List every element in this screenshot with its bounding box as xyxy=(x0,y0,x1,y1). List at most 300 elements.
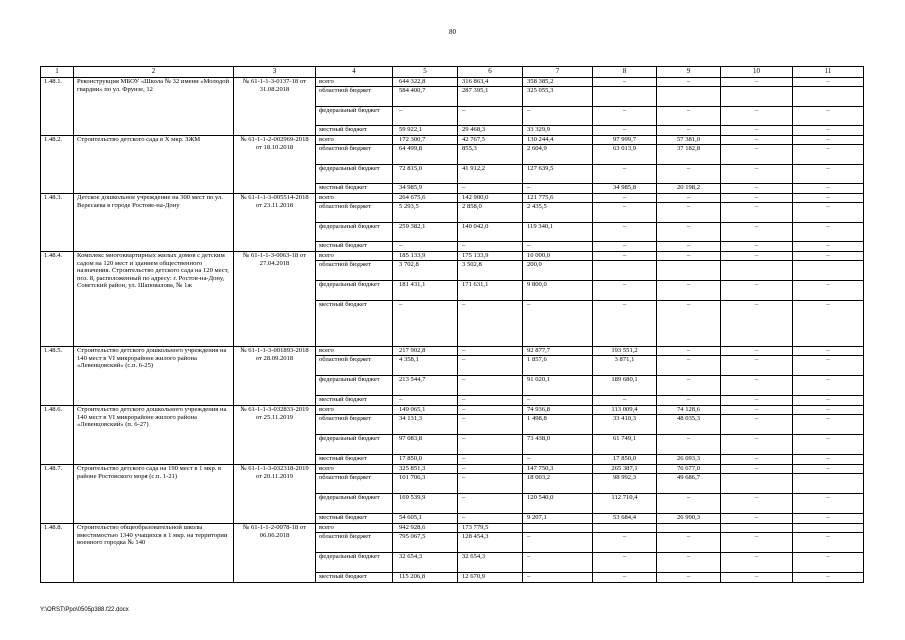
amount-cell: 64 499,8 xyxy=(393,145,458,165)
funding-source: всего xyxy=(316,136,393,145)
column-header: 6 xyxy=(458,67,523,78)
item-name: Строительство детского сада в X мкр. ЗЖМ xyxy=(74,136,234,194)
amount-cell: – xyxy=(523,455,593,465)
amount-cell: – xyxy=(721,533,793,553)
amount-cell: – xyxy=(721,78,793,87)
amount-cell: 181 431,1 xyxy=(393,281,458,301)
funding-source: областной бюджет xyxy=(316,415,393,435)
amount-cell: 34 131,3 xyxy=(393,415,458,435)
amount-cell xyxy=(793,474,864,494)
expertise-reference: № 61-1-1-2-002969-2018 от 18.10.2018 xyxy=(234,136,316,194)
amount-cell: – xyxy=(657,252,721,261)
amount-cell: 264 675,6 xyxy=(393,194,458,203)
amount-cell: 54 605,1 xyxy=(393,514,458,524)
amount-cell: 121 775,6 xyxy=(523,194,593,203)
amount-cell: 18 003,2 xyxy=(523,474,593,494)
amount-cell: 185 133,9 xyxy=(393,252,458,261)
amount-cell: 10 000,0 xyxy=(523,252,593,261)
amount-cell xyxy=(593,261,657,281)
amount-cell: – xyxy=(793,455,864,465)
amount-cell: – xyxy=(523,573,593,583)
table-row xyxy=(41,78,864,87)
amount-cell: – xyxy=(721,252,793,261)
column-header: 1 xyxy=(41,67,74,78)
amount-cell: – xyxy=(458,184,523,194)
amount-cell: – xyxy=(458,396,523,406)
amount-cell: – xyxy=(721,573,793,583)
amount-cell: – xyxy=(721,406,793,415)
item-name: Строительство общеобразовательной школы вместимостью 1340 учащихся в 1 мкр. на территории военного городка № 140 xyxy=(74,524,234,583)
amount-cell: – xyxy=(458,242,523,252)
amount-cell: 325 851,3 xyxy=(393,465,458,474)
amount-cell: – xyxy=(657,435,721,455)
amount-cell: 20 198,2 xyxy=(657,184,721,194)
amount-cell: – xyxy=(458,455,523,465)
amount-cell: – xyxy=(793,223,864,242)
amount-cell xyxy=(793,261,864,281)
amount-cell: 172 300,7 xyxy=(393,136,458,145)
amount-cell: 127 639,5 xyxy=(523,165,593,184)
amount-cell: – xyxy=(657,533,721,553)
item-code: 1.48.4. xyxy=(41,252,74,347)
item-name: Детское дошкольное учреждение на 300 мест по ул. Вересаева в городе Ростове-на-Дону xyxy=(74,194,234,252)
amount-cell: 73 438,0 xyxy=(523,435,593,455)
amount-cell: 169 539,9 xyxy=(393,494,458,514)
amount-cell: 1 498,8 xyxy=(523,415,593,435)
amount-cell xyxy=(793,524,864,533)
amount-cell: 795 067,5 xyxy=(393,533,458,553)
amount-cell: 101 706,3 xyxy=(393,474,458,494)
amount-cell: 175 133,9 xyxy=(458,252,523,261)
column-header: 9 xyxy=(657,67,721,78)
amount-cell: – xyxy=(458,376,523,396)
amount-cell: 42 767,5 xyxy=(458,136,523,145)
expertise-reference: № 61-1-1-3-0063-18 от 27.04.2018 xyxy=(234,252,316,347)
amount-cell: 584 400,7 xyxy=(393,87,458,107)
amount-cell: – xyxy=(793,145,864,165)
amount-cell: 63 013,9 xyxy=(593,145,657,165)
amount-cell: 76 677,0 xyxy=(657,465,721,474)
funding-source: областной бюджет xyxy=(316,145,393,165)
column-header: 2 xyxy=(74,67,234,78)
amount-cell: – xyxy=(721,301,793,347)
item-name: Строительство детского дошкольного учреждения на 140 мест в VI микрорайоне жилого района «Левенцовский» (с.п. 6-25) xyxy=(74,347,234,406)
amount-cell: – xyxy=(721,223,793,242)
item-code: 1.48.1. xyxy=(41,78,74,136)
amount-cell: – xyxy=(458,494,523,514)
amount-cell: – xyxy=(523,184,593,194)
amount-cell: – xyxy=(593,194,657,203)
amount-cell: 33 410,3 xyxy=(593,415,657,435)
amount-cell: – xyxy=(593,203,657,223)
amount-cell: – xyxy=(721,126,793,136)
amount-cell: – xyxy=(523,107,593,126)
funding-source: федеральный бюджет xyxy=(316,553,393,573)
item-code: 1.48.7. xyxy=(41,465,74,524)
amount-cell: 217 902,8 xyxy=(393,347,458,356)
funding-source: местный бюджет xyxy=(316,455,393,465)
amount-cell: – xyxy=(721,396,793,406)
amount-cell: 59 922,1 xyxy=(393,126,458,136)
amount-cell xyxy=(657,87,721,107)
amount-cell: 97 999,7 xyxy=(593,136,657,145)
table-row xyxy=(41,347,864,356)
amount-cell: 26 093,3 xyxy=(657,455,721,465)
column-header: 7 xyxy=(523,67,593,78)
funding-source: федеральный бюджет xyxy=(316,223,393,242)
amount-cell: 26 990,3 xyxy=(657,514,721,524)
amount-cell: – xyxy=(523,301,593,347)
amount-cell: 37 182,8 xyxy=(657,145,721,165)
amount-cell: – xyxy=(593,252,657,261)
amount-cell: 113 009,4 xyxy=(593,406,657,415)
item-code: 1.48.3. xyxy=(41,194,74,252)
document-path: Y:\ORST\Ppo\0505p388.f22.docx xyxy=(40,607,129,613)
amount-cell: – xyxy=(793,465,864,474)
amount-cell: – xyxy=(721,281,793,301)
amount-cell: – xyxy=(393,301,458,347)
amount-cell: 213 544,7 xyxy=(393,376,458,396)
column-header: 5 xyxy=(393,67,458,78)
amount-cell: – xyxy=(657,194,721,203)
funding-source: местный бюджет xyxy=(316,242,393,252)
amount-cell: 193 551,2 xyxy=(593,347,657,356)
amount-cell: – xyxy=(793,396,864,406)
amount-cell: – xyxy=(458,435,523,455)
amount-cell: 130 244,4 xyxy=(523,136,593,145)
table-row xyxy=(41,524,864,533)
amount-cell: 33 329,9 xyxy=(523,126,593,136)
amount-cell: 644 322,8 xyxy=(393,78,458,87)
amount-cell: 4 358,1 xyxy=(393,356,458,376)
amount-cell: – xyxy=(657,347,721,356)
amount-cell: 316 863,4 xyxy=(458,78,523,87)
amount-cell: 259 382,1 xyxy=(393,223,458,242)
amount-cell: – xyxy=(793,514,864,524)
column-header: 3 xyxy=(234,67,316,78)
amount-cell: – xyxy=(721,553,793,573)
amount-cell: – xyxy=(458,356,523,376)
amount-cell: 98 992,3 xyxy=(593,474,657,494)
column-header: 8 xyxy=(593,67,657,78)
amount-cell: – xyxy=(793,533,864,553)
amount-cell: – xyxy=(793,242,864,252)
amount-cell xyxy=(721,87,793,107)
amount-cell: – xyxy=(721,194,793,203)
amount-cell: 53 684,4 xyxy=(593,514,657,524)
amount-cell: – xyxy=(593,553,657,573)
funding-source: всего xyxy=(316,78,393,87)
amount-cell: – xyxy=(657,553,721,573)
amount-cell: – xyxy=(657,573,721,583)
expertise-reference: № 61-1-1-3-032833-2019 от 25.11.2019 xyxy=(234,406,316,465)
amount-cell: – xyxy=(593,533,657,553)
item-code: 1.48.6. xyxy=(41,406,74,465)
amount-cell: 149 065,1 xyxy=(393,406,458,415)
amount-cell: 128 454,3 xyxy=(458,533,523,553)
item-name: Комплекс многоквартирных жилых домов с детским садом на 120 мест и зданием общественного назначения. Строительство детского сада на 120 мест, поз. 8, расположенный по адресу: г. Ростов-на-Дону, Советский район, ул. Шаповалова, № 1ж xyxy=(74,252,234,347)
funding-source: местный бюджет xyxy=(316,126,393,136)
amount-cell: 140 042,0 xyxy=(458,223,523,242)
amount-cell: – xyxy=(657,281,721,301)
amount-cell: 171 631,1 xyxy=(458,281,523,301)
amount-cell: – xyxy=(721,145,793,165)
amount-cell: 119 340,1 xyxy=(523,223,593,242)
amount-cell: – xyxy=(523,533,593,553)
amount-cell: 265 387,1 xyxy=(593,465,657,474)
amount-cell: 287 395,1 xyxy=(458,87,523,107)
funding-source: федеральный бюджет xyxy=(316,165,393,184)
amount-cell: – xyxy=(793,435,864,455)
amount-cell: 74 936,8 xyxy=(523,406,593,415)
amount-cell: – xyxy=(593,281,657,301)
amount-cell: 29 468,3 xyxy=(458,126,523,136)
funding-source: федеральный бюджет xyxy=(316,435,393,455)
amount-cell: – xyxy=(793,406,864,415)
item-name: Строительство детского дошкольного учреждения на 140 мест в VI микрорайоне жилого района «Левенцовский» (п. 6-27) xyxy=(74,406,234,465)
amount-cell xyxy=(721,524,793,533)
amount-cell: 12 670,9 xyxy=(458,573,523,583)
amount-cell: – xyxy=(793,356,864,376)
amount-cell: – xyxy=(793,553,864,573)
amount-cell: – xyxy=(458,514,523,524)
amount-cell: 48 035,3 xyxy=(657,415,721,435)
funding-source: местный бюджет xyxy=(316,301,393,347)
column-header: 4 xyxy=(316,67,393,78)
amount-cell: 173 779,5 xyxy=(458,524,523,533)
amount-cell: 142 900,0 xyxy=(458,194,523,203)
expertise-reference: № 61-1-1-3-001893-2018 от 28.09.2018 xyxy=(234,347,316,406)
amount-cell: – xyxy=(793,252,864,261)
amount-cell: 5 293,5 xyxy=(393,203,458,223)
amount-cell: – xyxy=(523,396,593,406)
funding-source: федеральный бюджет xyxy=(316,376,393,396)
amount-cell: – xyxy=(657,494,721,514)
amount-cell xyxy=(721,474,793,494)
amount-cell: – xyxy=(593,107,657,126)
amount-cell: – xyxy=(657,356,721,376)
item-code: 1.48.2. xyxy=(41,136,74,194)
amount-cell: 34 985,8 xyxy=(593,184,657,194)
amount-cell: – xyxy=(393,396,458,406)
amount-cell: – xyxy=(593,242,657,252)
amount-cell: – xyxy=(593,78,657,87)
amount-cell: 855,3 xyxy=(458,145,523,165)
funding-source: федеральный бюджет xyxy=(316,281,393,301)
amount-cell: 61 749,1 xyxy=(593,435,657,455)
amount-cell: 942 928,6 xyxy=(393,524,458,533)
amount-cell: 2 604,9 xyxy=(523,145,593,165)
table-row xyxy=(41,252,864,261)
amount-cell: – xyxy=(458,301,523,347)
funding-source: местный бюджет xyxy=(316,396,393,406)
amount-cell: – xyxy=(657,107,721,126)
amount-cell: – xyxy=(721,347,793,356)
amount-cell: – xyxy=(721,465,793,474)
page-number: 80 xyxy=(449,28,456,36)
amount-cell: 115 206,8 xyxy=(393,573,458,583)
amount-cell xyxy=(793,87,864,107)
amount-cell: – xyxy=(793,301,864,347)
amount-cell xyxy=(593,87,657,107)
amount-cell: 325 055,3 xyxy=(523,87,593,107)
amount-cell: – xyxy=(523,242,593,252)
amount-cell: 34 985,9 xyxy=(393,184,458,194)
item-name: Реконструкция МБОУ «Школа № 32 имени «Молодой гвардии» по ул. Фрунзе, 12 xyxy=(74,78,234,136)
amount-cell: 358 385,2 xyxy=(523,78,593,87)
amount-cell: 9 800,0 xyxy=(523,281,593,301)
amount-cell: – xyxy=(458,465,523,474)
amount-cell: – xyxy=(523,553,593,573)
expertise-reference: № 61-1-1-3-0137-18 от 31.08.2018 xyxy=(234,78,316,136)
amount-cell: – xyxy=(458,415,523,435)
item-code: 1.48.8. xyxy=(41,524,74,583)
amount-cell: – xyxy=(458,107,523,126)
amount-cell: 57 381,0 xyxy=(657,136,721,145)
amount-cell: – xyxy=(721,514,793,524)
amount-cell: 74 128,6 xyxy=(657,406,721,415)
amount-cell: – xyxy=(793,126,864,136)
amount-cell: – xyxy=(593,396,657,406)
amount-cell: – xyxy=(657,78,721,87)
amount-cell xyxy=(593,524,657,533)
header-row xyxy=(41,67,864,78)
amount-cell: 17 850,0 xyxy=(393,455,458,465)
funding-source: всего xyxy=(316,524,393,533)
funding-source: местный бюджет xyxy=(316,184,393,194)
amount-cell: – xyxy=(657,223,721,242)
amount-cell: – xyxy=(593,301,657,347)
item-code: 1.48.5. xyxy=(41,347,74,406)
amount-cell: – xyxy=(657,396,721,406)
amount-cell: – xyxy=(393,107,458,126)
amount-cell: 3 502,8 xyxy=(458,261,523,281)
column-header: 11 xyxy=(793,67,864,78)
amount-cell: – xyxy=(657,203,721,223)
funding-source: областной бюджет xyxy=(316,533,393,553)
amount-cell xyxy=(657,261,721,281)
table-row xyxy=(41,136,864,145)
funding-source: всего xyxy=(316,252,393,261)
amount-cell: 1 857,6 xyxy=(523,356,593,376)
amount-cell: – xyxy=(458,474,523,494)
amount-cell: – xyxy=(721,165,793,184)
column-header: 10 xyxy=(721,67,793,78)
funding-source: областной бюджет xyxy=(316,474,393,494)
amount-cell: – xyxy=(721,136,793,145)
expertise-reference: № 61-1-1-3-005514-2018 от 23.11.2018 xyxy=(234,194,316,252)
amount-cell: 72 815,0 xyxy=(393,165,458,184)
amount-cell: – xyxy=(593,126,657,136)
amount-cell: – xyxy=(393,242,458,252)
amount-cell xyxy=(721,261,793,281)
amount-cell: – xyxy=(793,281,864,301)
amount-cell: – xyxy=(793,415,864,435)
amount-cell: 91 020,1 xyxy=(523,376,593,396)
amount-cell: – xyxy=(458,406,523,415)
amount-cell: – xyxy=(721,107,793,126)
amount-cell: – xyxy=(593,223,657,242)
amount-cell: – xyxy=(593,573,657,583)
amount-cell: – xyxy=(793,573,864,583)
amount-cell: 112 710,4 xyxy=(593,494,657,514)
amount-cell xyxy=(657,524,721,533)
funding-source: всего xyxy=(316,465,393,474)
budget-table xyxy=(40,66,864,583)
funding-source: всего xyxy=(316,406,393,415)
amount-cell: 200,0 xyxy=(523,261,593,281)
amount-cell: 92 877,7 xyxy=(523,347,593,356)
amount-cell: – xyxy=(721,494,793,514)
amount-cell: 17 850,0 xyxy=(593,455,657,465)
funding-source: федеральный бюджет xyxy=(316,494,393,514)
amount-cell: – xyxy=(793,78,864,87)
funding-source: федеральный бюджет xyxy=(316,107,393,126)
amount-cell: – xyxy=(793,347,864,356)
table-row xyxy=(41,406,864,415)
amount-cell: – xyxy=(593,165,657,184)
amount-cell: 32 654,3 xyxy=(393,553,458,573)
amount-cell: – xyxy=(721,356,793,376)
amount-cell: – xyxy=(793,194,864,203)
amount-cell: – xyxy=(657,242,721,252)
amount-cell: – xyxy=(721,184,793,194)
amount-cell: – xyxy=(793,165,864,184)
amount-cell: 147 750,3 xyxy=(523,465,593,474)
amount-cell: – xyxy=(721,242,793,252)
amount-cell: – xyxy=(721,435,793,455)
amount-cell: – xyxy=(793,203,864,223)
amount-cell: – xyxy=(793,107,864,126)
amount-cell: – xyxy=(657,126,721,136)
amount-cell xyxy=(523,524,593,533)
amount-cell: 49 686,7 xyxy=(657,474,721,494)
funding-source: областной бюджет xyxy=(316,203,393,223)
amount-cell: – xyxy=(793,494,864,514)
funding-source: всего xyxy=(316,347,393,356)
amount-cell: – xyxy=(793,376,864,396)
amount-cell: – xyxy=(458,347,523,356)
amount-cell: 3 702,8 xyxy=(393,261,458,281)
amount-cell: – xyxy=(657,165,721,184)
amount-cell: 3 871,1 xyxy=(593,356,657,376)
amount-cell: – xyxy=(657,376,721,396)
amount-cell: – xyxy=(721,415,793,435)
amount-cell: – xyxy=(721,203,793,223)
amount-cell: – xyxy=(657,301,721,347)
expertise-reference: № 61-1-1-3-032318-2019 от 20.11.2019 xyxy=(234,465,316,524)
table-row xyxy=(41,194,864,203)
funding-source: областной бюджет xyxy=(316,356,393,376)
amount-cell: 2 435,5 xyxy=(523,203,593,223)
funding-source: областной бюджет xyxy=(316,87,393,107)
amount-cell: 2 858,0 xyxy=(458,203,523,223)
funding-source: местный бюджет xyxy=(316,573,393,583)
funding-source: местный бюджет xyxy=(316,514,393,524)
amount-cell: 189 680,1 xyxy=(593,376,657,396)
funding-source: всего xyxy=(316,194,393,203)
table-row xyxy=(41,465,864,474)
amount-cell: 9 207,1 xyxy=(523,514,593,524)
amount-cell: 97 083,8 xyxy=(393,435,458,455)
amount-cell: – xyxy=(793,184,864,194)
amount-cell: 41 912,2 xyxy=(458,165,523,184)
amount-cell: 120 540,0 xyxy=(523,494,593,514)
funding-source: областной бюджет xyxy=(316,261,393,281)
amount-cell: 32 654,3 xyxy=(458,553,523,573)
item-name: Строительство детского сада на 190 мест в 1 мкр. в районе Ростовского моря (с.п. 1-21) xyxy=(74,465,234,524)
amount-cell: – xyxy=(721,455,793,465)
